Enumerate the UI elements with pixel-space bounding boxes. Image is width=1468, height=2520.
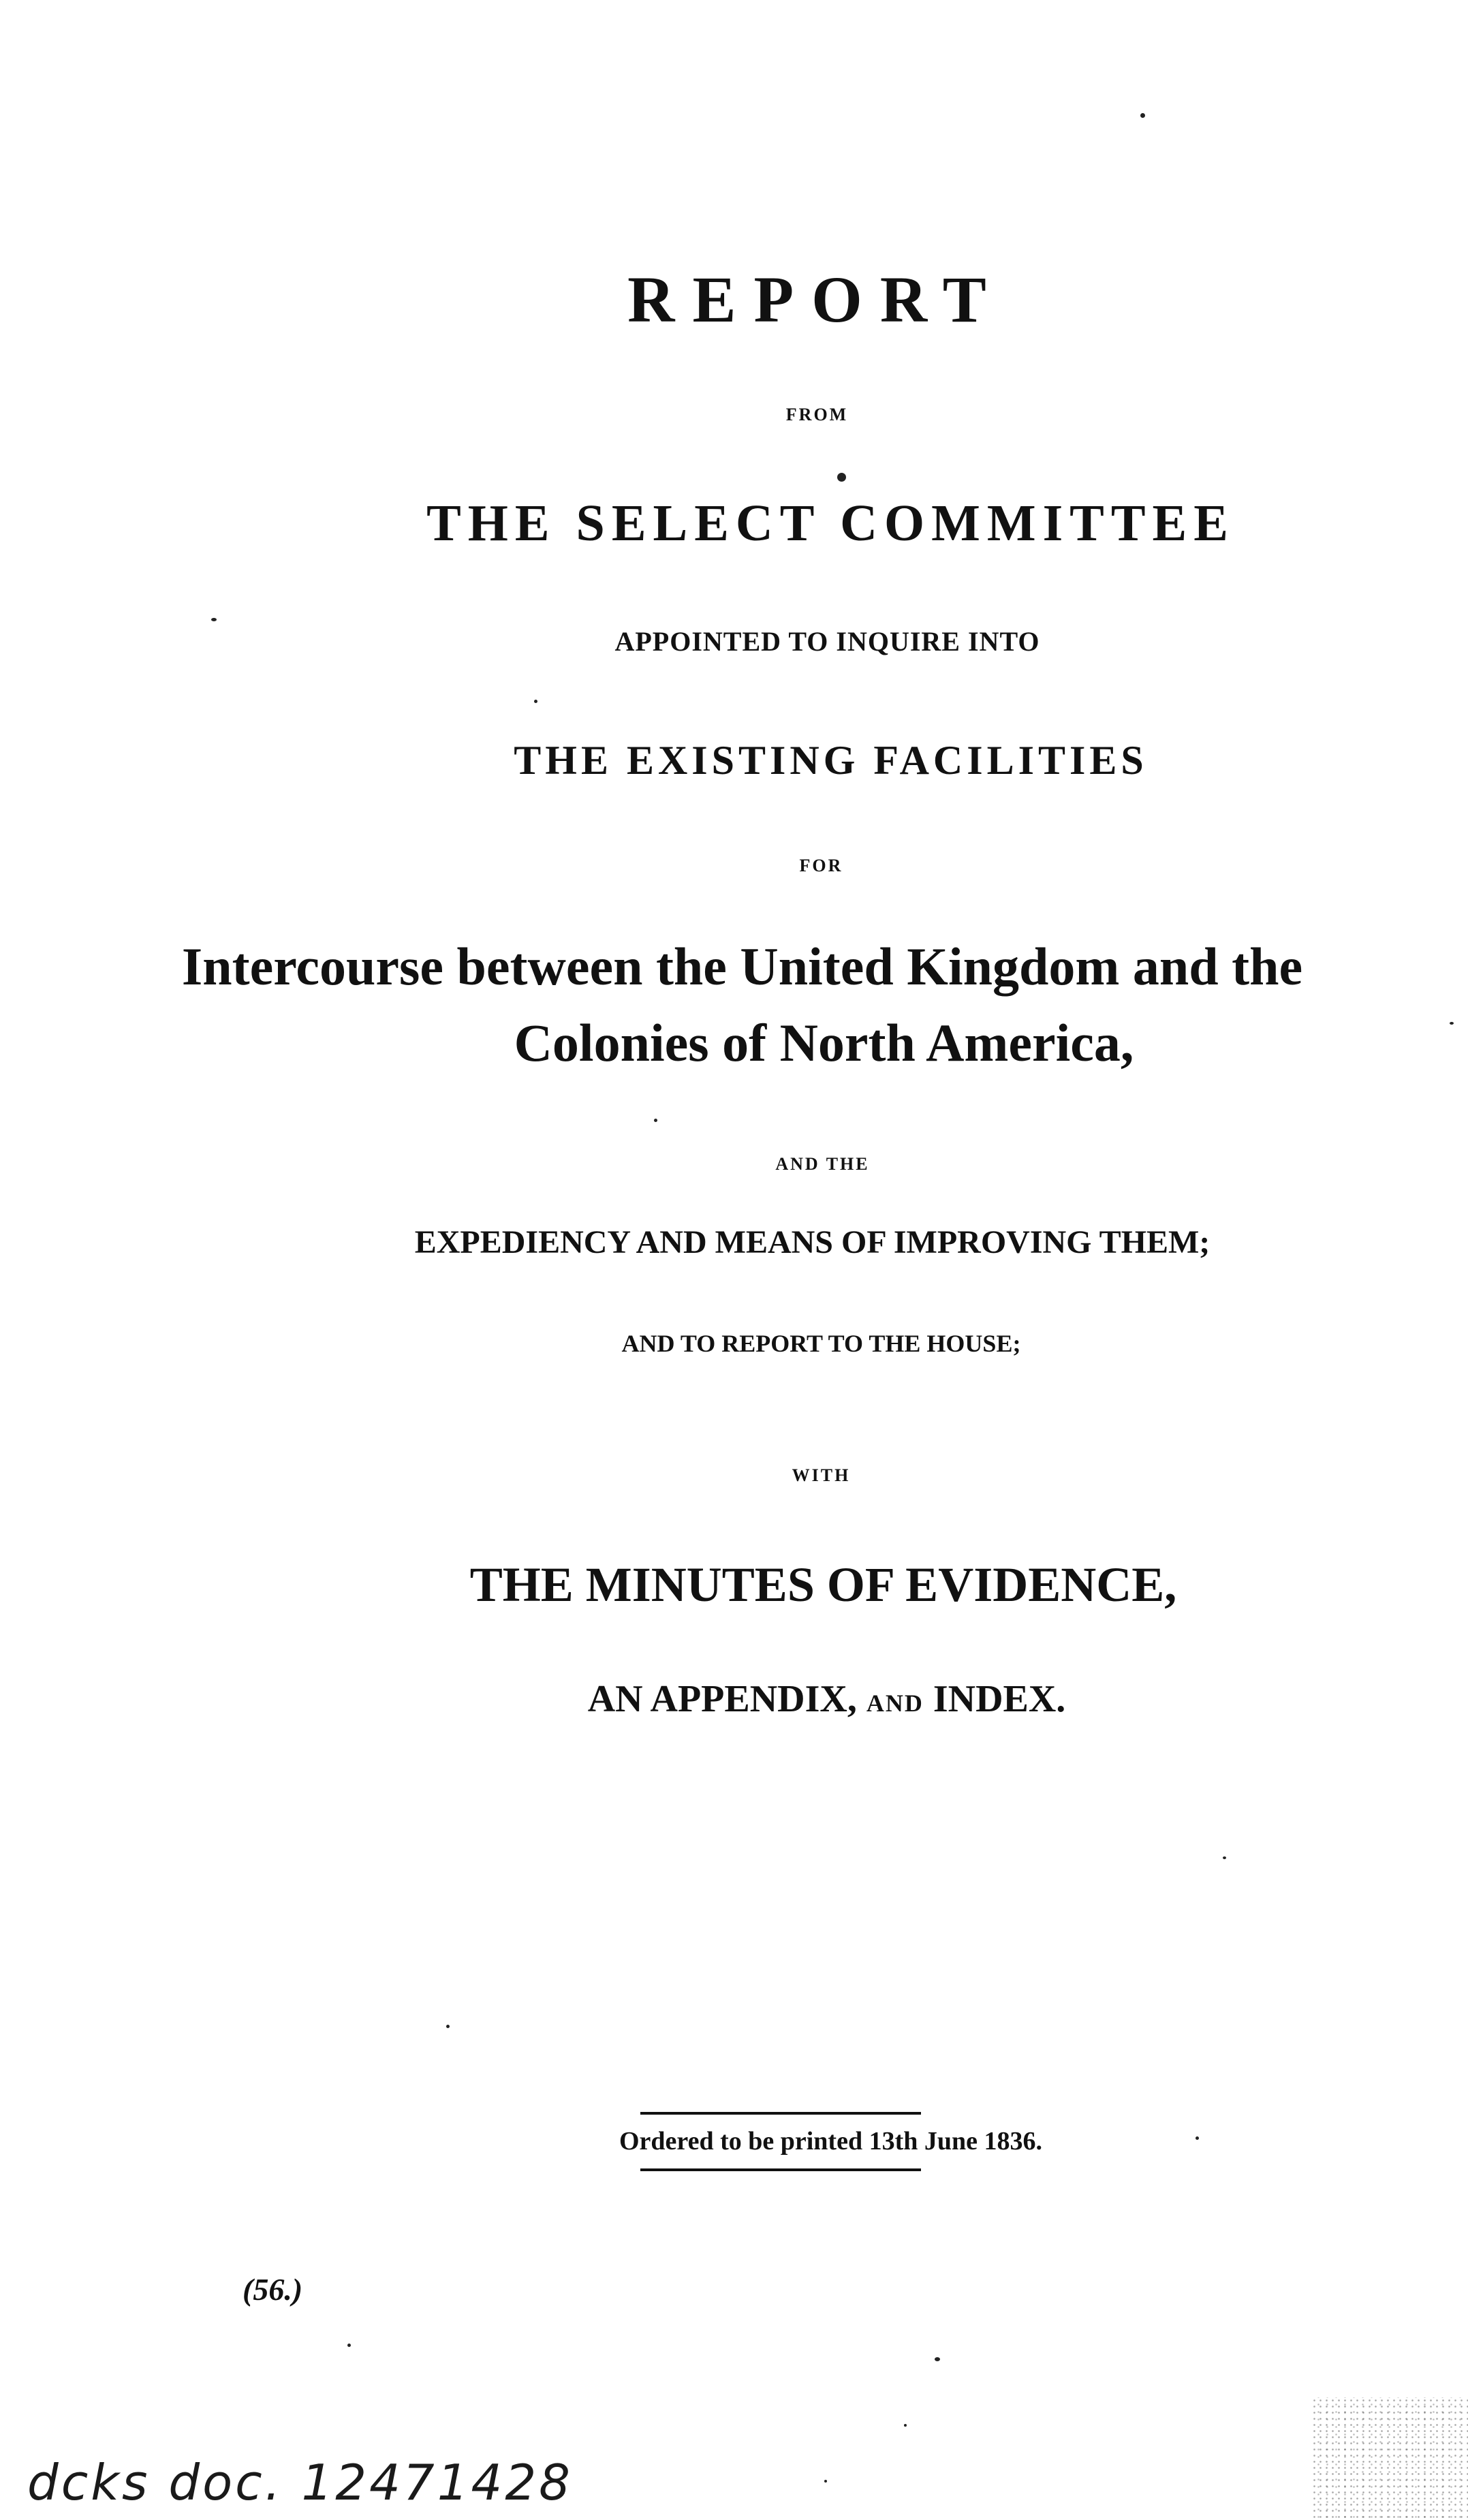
subject-line-1: Intercourse between the United Kingdom and the (181, 937, 1303, 996)
sessional-number: (56.) (243, 2272, 303, 2307)
scan-speck (824, 2480, 827, 2483)
scan-speck (1223, 1856, 1226, 1859)
report-to-house-line: AND TO REPORT TO THE HOUSE; (621, 1330, 1021, 1357)
ordered-to-print-line: Ordered to be printed 13th June 1836. (619, 2127, 1043, 2156)
report-title: REPORT (627, 263, 1004, 336)
scan-speck (446, 2025, 450, 2028)
scan-speck (654, 1119, 657, 1122)
scan-noise-corner (1311, 2397, 1468, 2520)
scan-speck (534, 700, 537, 703)
scan-speck (1450, 1022, 1454, 1025)
scan-speck (211, 618, 217, 621)
with-label: WITH (792, 1465, 851, 1485)
scan-speck (935, 2357, 940, 2361)
scan-speck (1140, 113, 1145, 118)
appendix-and: AND (866, 1690, 924, 1717)
scan-speck (904, 2424, 907, 2427)
handwritten-note: dcks doc. 12471428 (27, 2454, 573, 2511)
committee-heading: THE SELECT COMMITTEE (426, 495, 1235, 552)
appendix-part-1: AN APPENDIX, (587, 1678, 857, 1720)
from-label: FROM (785, 405, 849, 424)
minutes-heading: THE MINUTES OF EVIDENCE, (469, 1557, 1177, 1612)
scan-speck (1196, 2136, 1199, 2140)
for-label: FOR (799, 856, 843, 875)
expediency-line: EXPEDIENCY AND MEANS OF IMPROVING THEM; (414, 1224, 1211, 1260)
subject-line-2: Colonies of North America, (514, 1013, 1134, 1072)
and-the-label: AND THE (775, 1154, 870, 1174)
rule-bottom-divider (640, 2168, 921, 2171)
scan-speck (837, 473, 846, 482)
appendix-line (0, 1680, 1468, 1718)
scan-speck (347, 2344, 351, 2347)
appendix-part-2: INDEX. (933, 1678, 1066, 1720)
rule-top-divider (640, 2112, 921, 2115)
appointed-line: APPOINTED TO INQUIRE INTO (614, 626, 1040, 657)
facilities-heading: THE EXISTING FACILITIES (514, 738, 1148, 783)
